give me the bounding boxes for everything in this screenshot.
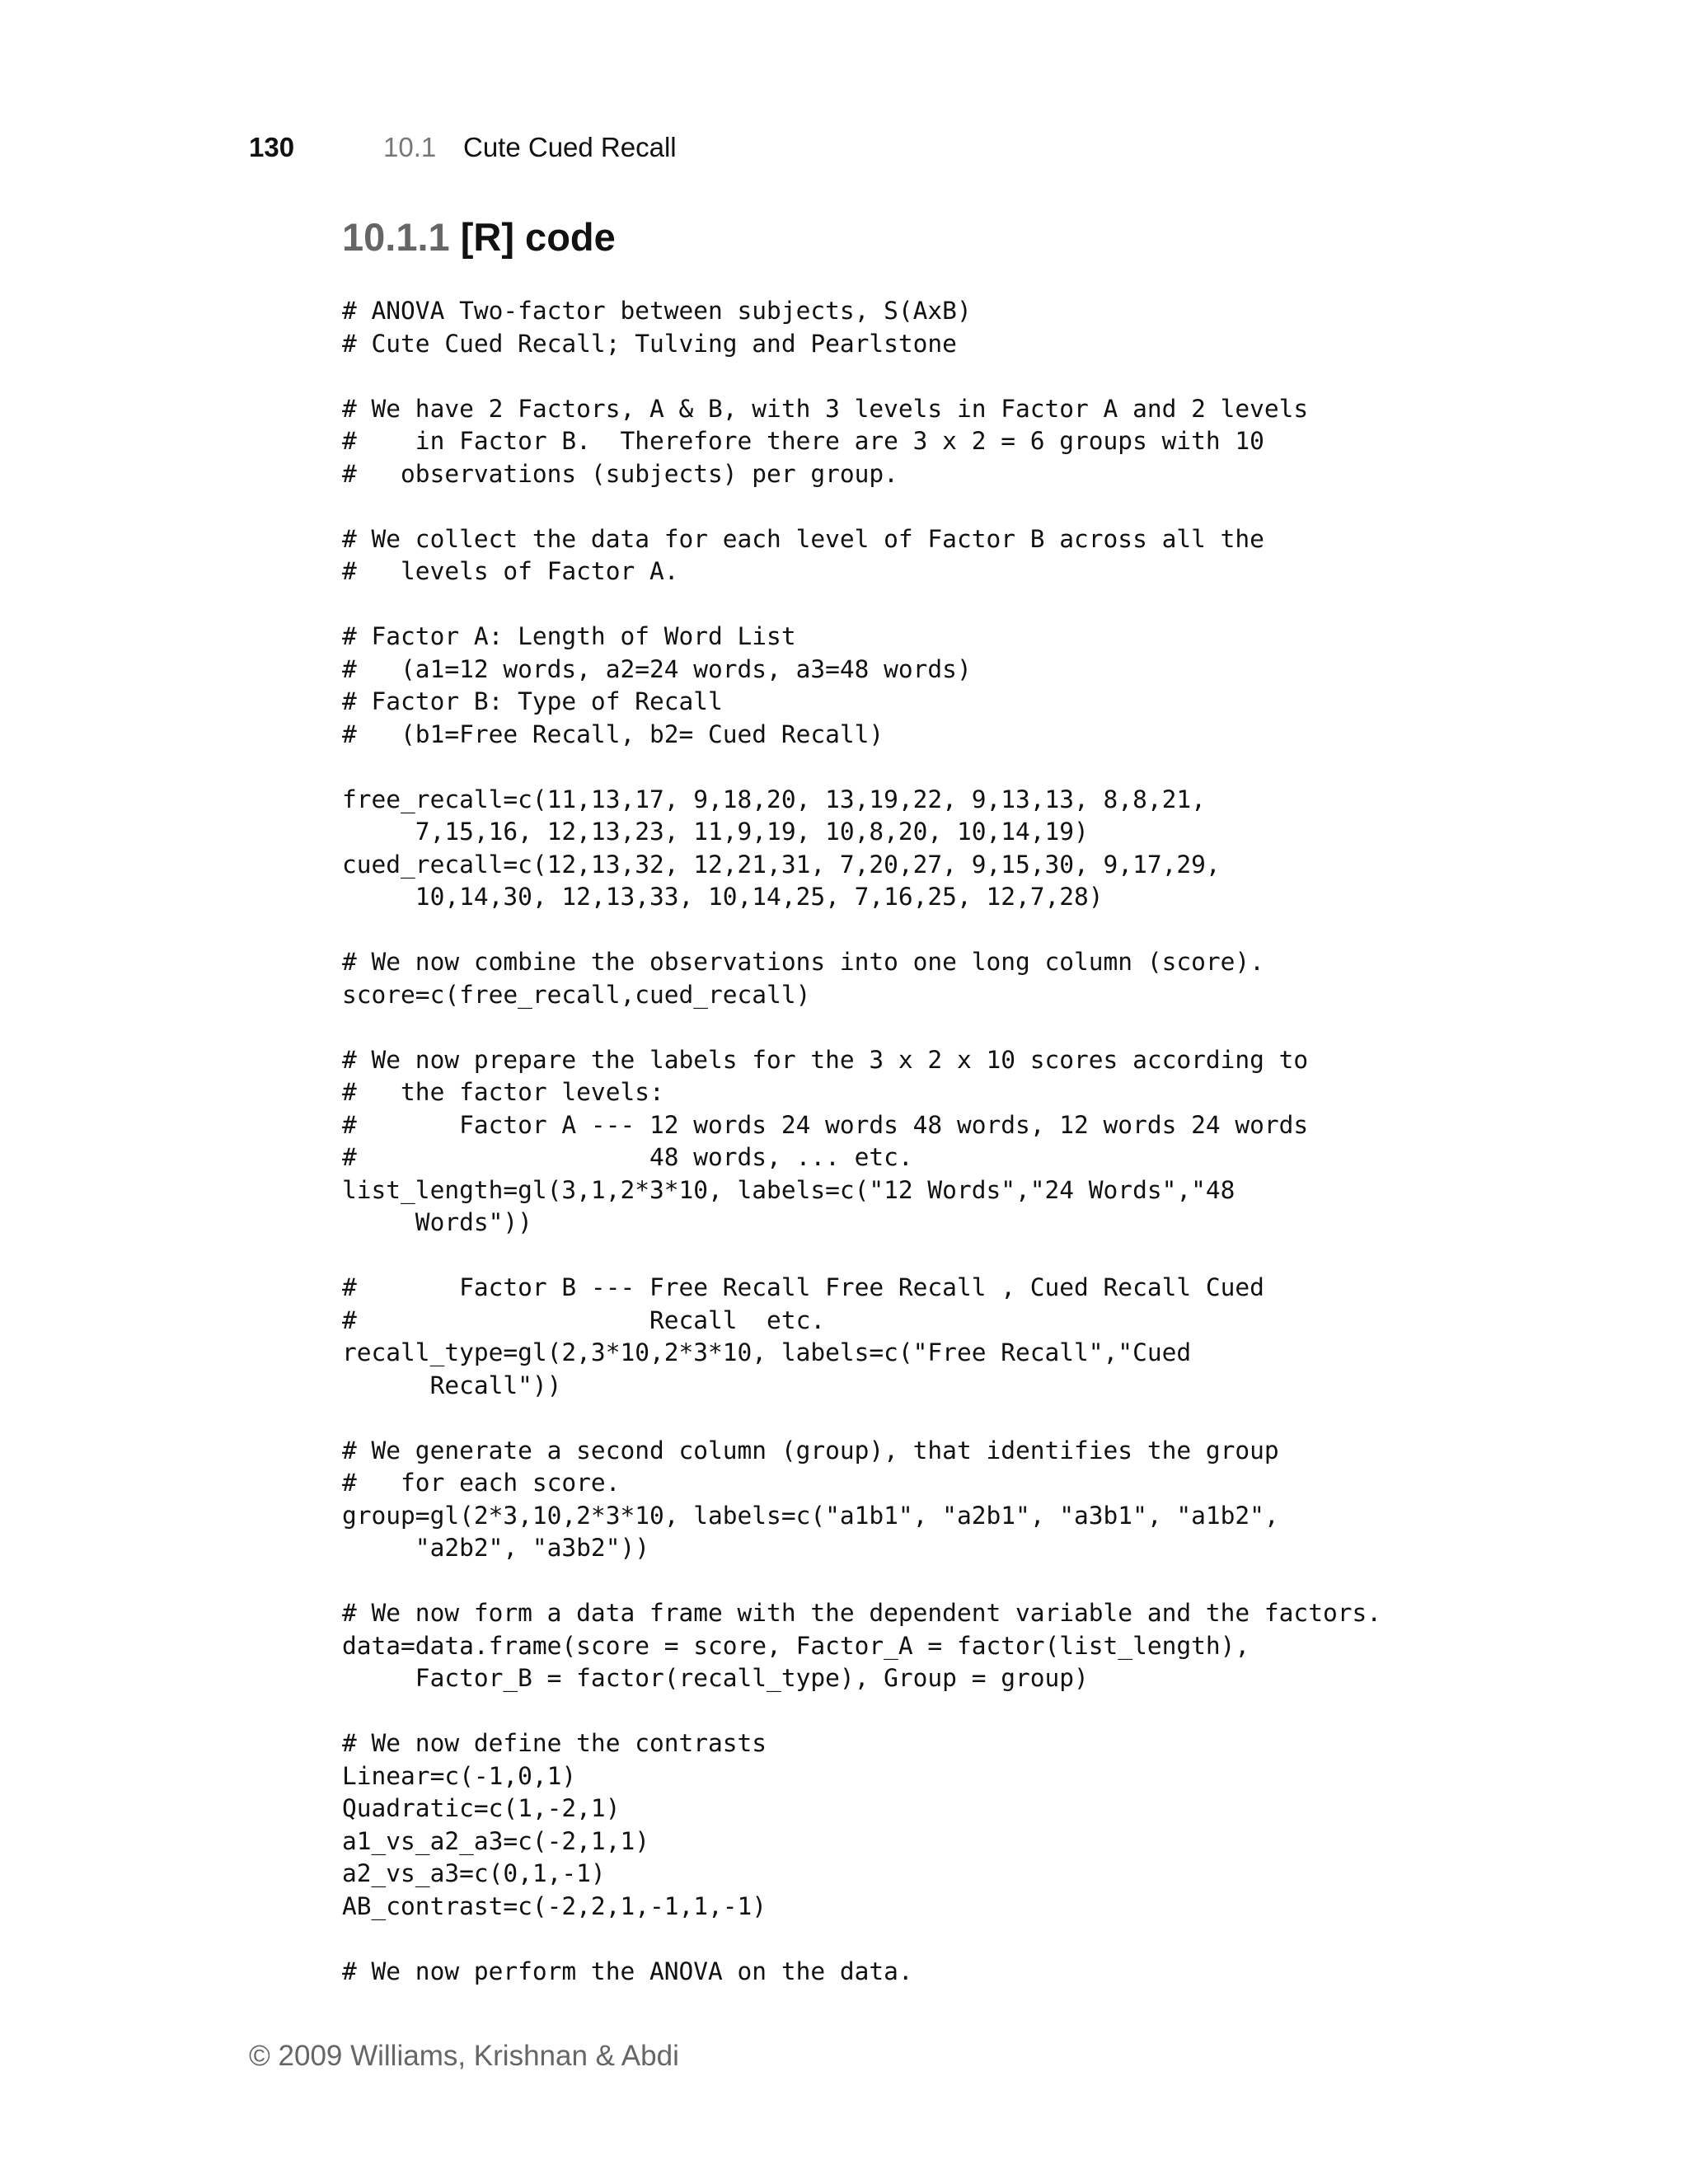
page-number: 130 bbox=[249, 132, 295, 162]
subsection-title: [R] code bbox=[460, 215, 616, 259]
subsection-number: 10.1.1 bbox=[342, 215, 450, 259]
copyright-footer: © 2009 Williams, Krishnan & Abdi bbox=[249, 2040, 679, 2072]
section-number: 10.1 bbox=[383, 132, 437, 162]
r-code-listing: # ANOVA Two-factor between subjects, S(AxB) # Cute Cued Recall; Tulving and Pearlstone # We have 2 Factors, A & B, with 3 levels in Factor A and 2 levels # in Factor B. Therefore there are 3 x 2 = 6 groups with 10 # observations (subjects) per group. # We collect the data for each level of Factor B across all the # levels of Factor A. # Factor A: Length of Word List # (a1=12 words, a2=24 words, a3=48 words) # Factor B: Type of Recall # (b1=Free Recall, b2= Cued Recall) free_recall=c(11,13,17, 9,18,20, 13,19,22, 9,13,13, 8,8,21, 7,15,16, 12,13,23, 11,9,19, 10,8,20, 10,14,19) cued_recall=c(12,13,32, 12,21,31, 7,20,27, 9,15,30, 9,17,29, 10,14,30, 12,13,33, 10,14,25, 7,16,25, 12,7,28) # We now combine the observations into one long column (score). score=c(free_recall,cued_recall) # We now prepare the labels for the 3 x 2 x 10 scores according to # the factor levels: # Factor A --- 12 words 24 words 48 words, 12 words 24 words # 48 words, ... etc. list_length=gl(3,1,2*3*10, labels=c("12 Words","24 Words","48 Words")) # Factor B --- Free Recall Free Recall , Cued Recall Cued # Recall etc. recall_type=gl(2,3*10,2*3*10, labels=c("Free Recall","Cued Recall")) # We generate a second column (group), that identifies the group # for each score. group=gl(2*3,10,2*3*10, labels=c("a1b1", "a2b1", "a3b1", "a1b2", "a2b2", "a3b2")) # We now form a data frame with the dependent variable and the factors. data=data.frame(score = score, Factor_A = factor(list_length), Factor_B = factor(recall_type), Group = group) # We now define the contrasts Linear=c(-1,0,1) Quadratic=c(1,-2,1) a1_vs_a2_a3=c(-2,1,1) a2_vs_a3=c(0,1,-1) AB_contrast=c(-2,2,1,-1,1,-1) # We now perform the ANOVA on the data. bbox=[342, 297, 1381, 1985]
subsection-heading bbox=[342, 210, 616, 265]
section-title: Cute Cued Recall bbox=[463, 132, 677, 162]
running-head bbox=[249, 127, 677, 168]
